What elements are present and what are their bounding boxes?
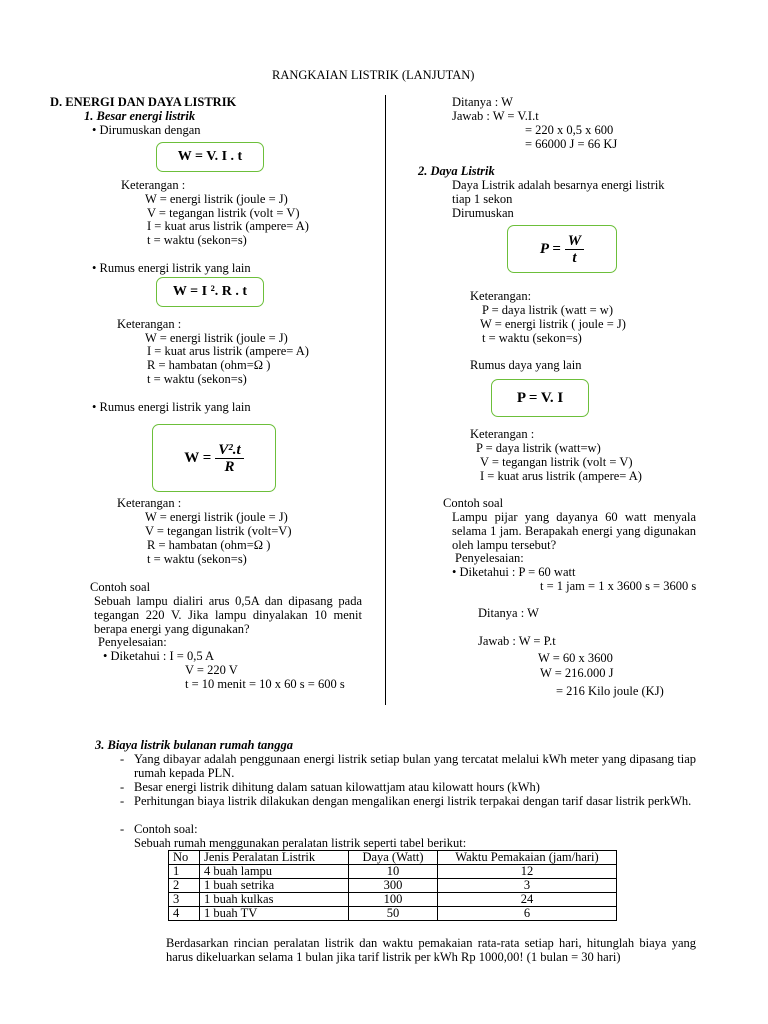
list-item: Contoh soal:: [134, 822, 198, 836]
col-header: Daya (Watt): [349, 851, 438, 865]
col-header: No: [169, 851, 200, 865]
diketahui-v: V = 220 V: [185, 663, 238, 677]
cell-appliance: 1 buah TV: [200, 907, 349, 921]
keterangan-line: W = energi listrik (joule = J): [145, 510, 288, 524]
cell-no: 4: [169, 907, 200, 921]
ditanya-line: Ditanya : W: [452, 95, 513, 109]
diketahui-t: t = 1 jam = 1 x 3600 s = 3600 s: [540, 579, 697, 593]
list-dash: -: [120, 822, 125, 836]
formula-text: W = V. I . t: [177, 149, 243, 164]
table-row: [169, 907, 617, 921]
penyelesaian-label: Penyelesaian:: [455, 551, 524, 565]
diketahui-line: • Diketahui : P = 60 watt: [452, 565, 576, 579]
contoh-soal-text: Lampu pijar yang dayanya 60 watt menyala selama 1 jam. Berapakah energi yang digunakan oleh lampu tersebut?: [452, 510, 696, 552]
keterangan-line: W = energi listrik (joule = J): [145, 331, 288, 345]
daya-text: Daya Listrik adalah besarnya energi listrik: [452, 178, 665, 192]
column-divider: [385, 95, 386, 705]
keterangan-label: Keterangan :: [117, 496, 182, 510]
cell-power: 50: [349, 907, 438, 921]
fraction-denominator: t: [572, 249, 577, 266]
fraction-numerator: W: [565, 234, 584, 250]
jawab-line: = 66000 J = 66 KJ: [525, 137, 618, 151]
jawab-line: = 216 Kilo joule (KJ): [556, 684, 664, 698]
list-dash: -: [120, 794, 125, 808]
keterangan-line: I = kuat arus listrik (ampere= A): [147, 344, 309, 358]
table-row: [169, 879, 617, 893]
cell-no: 1: [169, 865, 200, 879]
keterangan-label: Keterangan :: [470, 427, 535, 441]
contoh-soal-text: Sebuah lampu dialiri arus 0,5A dan dipasang pada tegangan 220 V. Jika lampu dinyalakan 10 menit berapa energi yang digunakan?: [94, 594, 362, 636]
fraction: [215, 443, 243, 474]
section3-heading: 3. Biaya listrik bulanan rumah tangga: [95, 738, 293, 752]
keterangan-line: V = tegangan listrik (volt = V): [480, 455, 633, 469]
list-item: Besar energi listrik dihitung dalam satuan kilowattjam atau kilowatt hours (kWh): [134, 780, 540, 794]
formula-box-pwt: [507, 225, 617, 273]
formula-text: W = I ². R . t: [172, 284, 248, 299]
keterangan-label: Keterangan :: [121, 178, 186, 192]
list-item: Yang dibayar adalah penggunaan energi listrik setiap bulan yang tercatat melalui kWh meter yang dipasang tiap rumah kepada PLN.: [134, 752, 696, 780]
keterangan-line: W = energi listrik (joule = J): [145, 192, 288, 206]
jawab-line: Jawab : W = V.I.t: [452, 109, 539, 123]
keterangan-label: Keterangan:: [470, 289, 532, 303]
list-item: Perhitungan biaya listrik dilakukan dengan mengalikan energi listrik terpakai dengan tarif dasar listrik perkWh.: [134, 794, 692, 808]
cell-appliance: 1 buah kulkas: [200, 893, 349, 907]
keterangan-line: t = waktu (sekon=s): [482, 331, 582, 345]
keterangan-line: V = tegangan listrik (volt=V): [145, 524, 292, 538]
cell-appliance: 1 buah setrika: [200, 879, 349, 893]
cell-no: 2: [169, 879, 200, 893]
list-dash: -: [120, 780, 125, 794]
cell-power: 100: [349, 893, 438, 907]
appliance-table: [168, 850, 617, 921]
keterangan-line: t = waktu (sekon=s): [147, 372, 247, 386]
bullet-rumus-lain: • Rumus energi listrik yang lain: [92, 400, 251, 414]
fraction-numerator: V².t: [215, 443, 243, 459]
keterangan-line: V = tegangan listrik (volt = V): [147, 206, 300, 220]
bullet-dirumuskan: • Dirumuskan dengan: [92, 123, 201, 137]
jawab-line: W = 216.000 J: [540, 666, 614, 680]
bullet-rumus-lain: • Rumus energi listrik yang lain: [92, 261, 251, 275]
table-header-row: [169, 851, 617, 865]
formula-box-wv2tr: [152, 424, 276, 492]
cell-appliance: 4 buah lampu: [200, 865, 349, 879]
section-d-heading: D. ENERGI DAN DAYA LISTRIK: [50, 95, 237, 109]
sub-heading-daya: 2. Daya Listrik: [418, 164, 495, 178]
ditanya-line: Ditanya : W: [478, 606, 539, 620]
col-header: Jenis Peralatan Listrik: [200, 851, 349, 865]
keterangan-line: t = waktu (sekon=s): [147, 233, 247, 247]
sub-heading-energi: 1. Besar energi listrik: [84, 109, 196, 123]
closing-question: Berdasarkan rincian peralatan listrik dan waktu pemakaian rata-rata setiap hari, hitunglah biaya yang harus dikeluarkan selama 1 bulan jika tarif listrik per kWh Rp 1000,00! (1 bulan = 30 hari): [166, 936, 696, 964]
jawab-line: W = 60 x 3600: [538, 651, 613, 665]
list-dash: -: [120, 752, 125, 766]
keterangan-line: P = daya listrik (watt = w): [482, 303, 613, 317]
table-intro: Sebuah rumah menggunakan peralatan listrik seperti tabel berikut:: [134, 836, 467, 850]
cell-power: 300: [349, 879, 438, 893]
formula-box-wvit: [156, 142, 264, 172]
diketahui-t: t = 10 menit = 10 x 60 s = 600 s: [185, 677, 345, 691]
keterangan-line: I = kuat arus listrik (ampere= A): [480, 469, 642, 483]
page-title: RANGKAIAN LISTRIK (LANJUTAN): [272, 68, 475, 82]
keterangan-line: P = daya listrik (watt=w): [476, 441, 601, 455]
cell-hours: 3: [438, 879, 617, 893]
contoh-soal-label: Contoh soal: [443, 496, 504, 510]
rumus-daya-lain: Rumus daya yang lain: [470, 358, 582, 372]
fraction: [565, 234, 584, 265]
keterangan-line: t = waktu (sekon=s): [147, 552, 247, 566]
penyelesaian-label: Penyelesaian:: [98, 635, 167, 649]
keterangan-line: I = kuat arus listrik (ampere= A): [147, 219, 309, 233]
cell-no: 3: [169, 893, 200, 907]
jawab-line: = 220 x 0,5 x 600: [525, 123, 614, 137]
jawab-line: Jawab : W = P.t: [478, 634, 556, 648]
formula-box-wi2rt: [156, 277, 264, 307]
daya-text: Dirumuskan: [452, 206, 514, 220]
diketahui-line: • Diketahui : I = 0,5 A: [103, 649, 215, 663]
formula-text: P = V. I: [516, 390, 564, 406]
daya-text: tiap 1 sekon: [452, 192, 513, 206]
formula-lhs: W =: [184, 450, 212, 466]
contoh-soal-label: Contoh soal: [90, 580, 151, 594]
formula-box-pvi: [491, 379, 589, 417]
table-row: [169, 893, 617, 907]
cell-hours: 24: [438, 893, 617, 907]
cell-hours: 6: [438, 907, 617, 921]
cell-hours: 12: [438, 865, 617, 879]
formula-lhs: P =: [539, 241, 561, 257]
col-header: Waktu Pemakaian (jam/hari): [438, 851, 617, 865]
keterangan-line: W = energi listrik ( joule = J): [480, 317, 626, 331]
table-row: [169, 865, 617, 879]
keterangan-line: R = hambatan (ohm=Ω ): [147, 358, 271, 372]
cell-power: 10: [349, 865, 438, 879]
fraction-denominator: R: [224, 458, 235, 475]
keterangan-label: Keterangan :: [117, 317, 182, 331]
keterangan-line: R = hambatan (ohm=Ω ): [147, 538, 271, 552]
